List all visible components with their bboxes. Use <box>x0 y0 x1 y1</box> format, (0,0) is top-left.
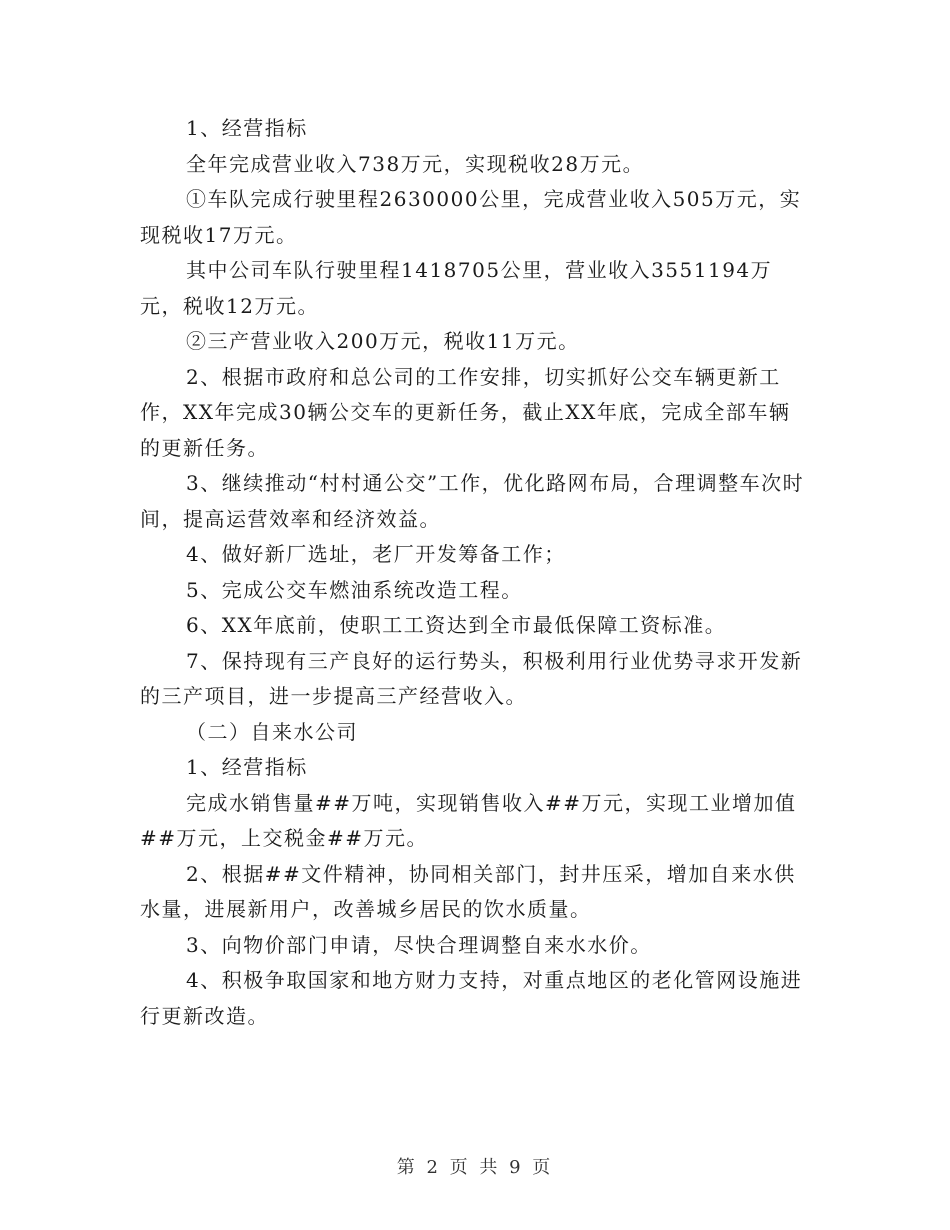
page-number-footer: 第 2 页 共 9 页 <box>396 1157 554 1178</box>
paragraph-fuel-system: 5、完成公交车燃油系统改造工程。 <box>186 577 523 602</box>
paragraph-water-price: 3、向物价部门申请，尽快合理调整自来水水价。 <box>186 932 652 957</box>
paragraph-bus-renewal: 2、根据市政府和总公司的工作安排，切实抓好公交车辆更新工作，XX年完成30辆公交车的更新任务，截止XX年底，完成全部车辆的更新任务。 <box>140 364 791 460</box>
paragraph-new-factory: 4、做好新厂选址，老厂开发筹备工作； <box>186 542 566 566</box>
paragraph-tertiary-revenue: ②三产营业收入200万元，税收11万元。 <box>186 329 580 353</box>
paragraph-village-bus: 3、继续推动“村村通公交”工作，优化路网布局，合理调整车次时间，提高运营效率和经济效益。 <box>140 471 805 531</box>
paragraph-annual-revenue: 全年完成营业收入738万元，实现税收28万元。 <box>186 151 645 176</box>
paragraph-fleet-mileage: ①车队完成行驶里程2630000公里，完成营业收入505万元，实现税收17万元。 <box>140 187 802 247</box>
paragraph-heading-operating-indicators: 1、经营指标 <box>186 116 308 140</box>
paragraph-heading-operating-indicators-2: 1、经营指标 <box>186 755 308 779</box>
paragraph-tertiary-projects: 7、保持现有三产良好的运行势头，积极利用行业优势寻求开发新的三产项目，进一步提高三产经营收入。 <box>140 648 803 708</box>
document-body <box>140 111 810 1034</box>
section-heading-water-company: （二）自来水公司 <box>186 719 358 744</box>
paragraph-pipe-renovation: 4、积极争取国家和地方财力支持，对重点地区的老化管网设施进行更新改造。 <box>140 968 803 1028</box>
paragraph-water-sales: 完成水销售量##万吨，实现销售收入##万元，实现工业增加值##万元，上交税金##万元。 <box>140 790 797 850</box>
paragraph-wage-standard: 6、XX年底前，使职工工资达到全市最低保障工资标准。 <box>186 613 727 637</box>
paragraph-water-supply: 2、根据##文件精神，协同相关部门，封井压采，增加自来水供水量，进展新用户，改善城乡居民的饮水质量。 <box>140 861 796 921</box>
paragraph-company-fleet: 其中公司车队行驶里程1418705公里，营业收入3551194万元，税收12万元。 <box>140 258 773 318</box>
